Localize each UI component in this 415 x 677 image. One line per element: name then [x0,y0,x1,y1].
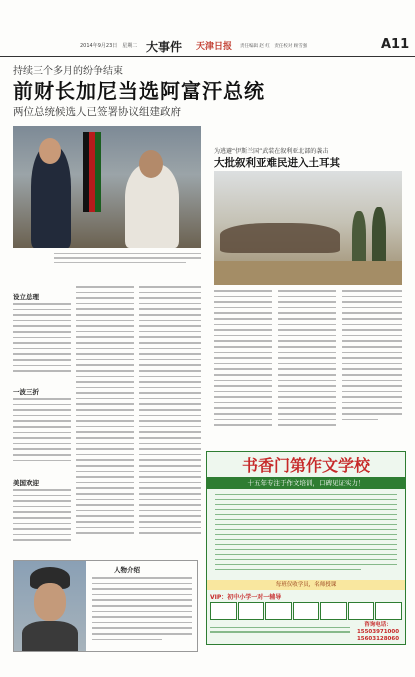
ad-phone-1: 15503971000 [356,629,400,635]
ground-shape [214,261,402,285]
ad-phone-2: 15603128060 [356,636,400,642]
ad-bottom [207,580,405,644]
profile-title: 人物介绍 [114,566,140,574]
column-3-text [139,286,201,554]
flag-shape [83,132,101,212]
ad-course-cell [348,602,375,620]
page-header [0,36,415,57]
ad-course-cell [265,602,292,620]
ad-band: 每班仅收学员，名师授课 [207,580,405,590]
ad-course-cell [210,602,237,620]
sub-heading-2: 一波三折 [13,388,39,396]
column-1-text-c [13,489,71,553]
right-headline: 大批叙利亚难民进入土耳其 [214,157,340,169]
profile-photo [14,561,86,651]
sub-heading-1: 设立总理 [13,293,39,301]
soldier-shape-2 [372,207,386,269]
school-advertisement [206,451,406,645]
editor-credits: 责任编辑 赵 红 责任校对 顾雪强 [240,44,308,49]
profile-face-shape [34,583,66,621]
column-1-text-b [13,398,71,472]
profile-body-shape [22,621,78,651]
right-column-3-text [342,290,402,442]
issue-date: 2014年9月23日 星期二 [80,43,138,49]
main-headline: 前财长加尼当选阿富汗总统 [13,79,265,103]
profile-text [92,577,192,647]
ad-phone-label: 咨询电话： [364,622,392,628]
section-name: 大事件 [146,40,183,54]
ad-phone [353,622,403,643]
sub-heading-3: 美国欢迎 [13,479,39,487]
right-kicker: 为逃避“伊斯兰国”武装在叙利亚北部的袭击 [214,148,329,155]
right-column-1-text [214,290,272,442]
ad-title: 书香门第作文学校 [241,456,370,475]
ad-course-cell [293,602,320,620]
page-number: A11 [381,37,410,52]
ad-slogan: 十五年专注于作文培训，口碑见证实力！ [207,477,405,489]
person-left-head [39,138,61,164]
ad-vip: VIP：初中小学一对一辅导 [210,594,282,601]
person-right-head [139,150,163,178]
column-1-text [13,303,71,381]
main-kicker: 持续三个多月的纷争结束 [13,66,123,77]
profile-box [13,560,198,652]
main-photo-caption [54,253,201,279]
column-2-text [76,286,134,554]
ad-body-text [215,494,397,574]
ad-course-cell [375,602,402,620]
ad-address [210,624,350,636]
ad-course-cell [238,602,265,620]
newspaper-logo: 天津日报 [196,42,233,52]
main-photo [13,126,201,248]
refugee-photo [214,171,402,285]
main-subhead: 两位总统候选人已签署协议组建政府 [13,106,181,118]
ad-course-grid [210,602,402,620]
ad-course-cell [320,602,347,620]
crowd-shape [220,223,340,253]
right-column-2-text [278,290,336,442]
